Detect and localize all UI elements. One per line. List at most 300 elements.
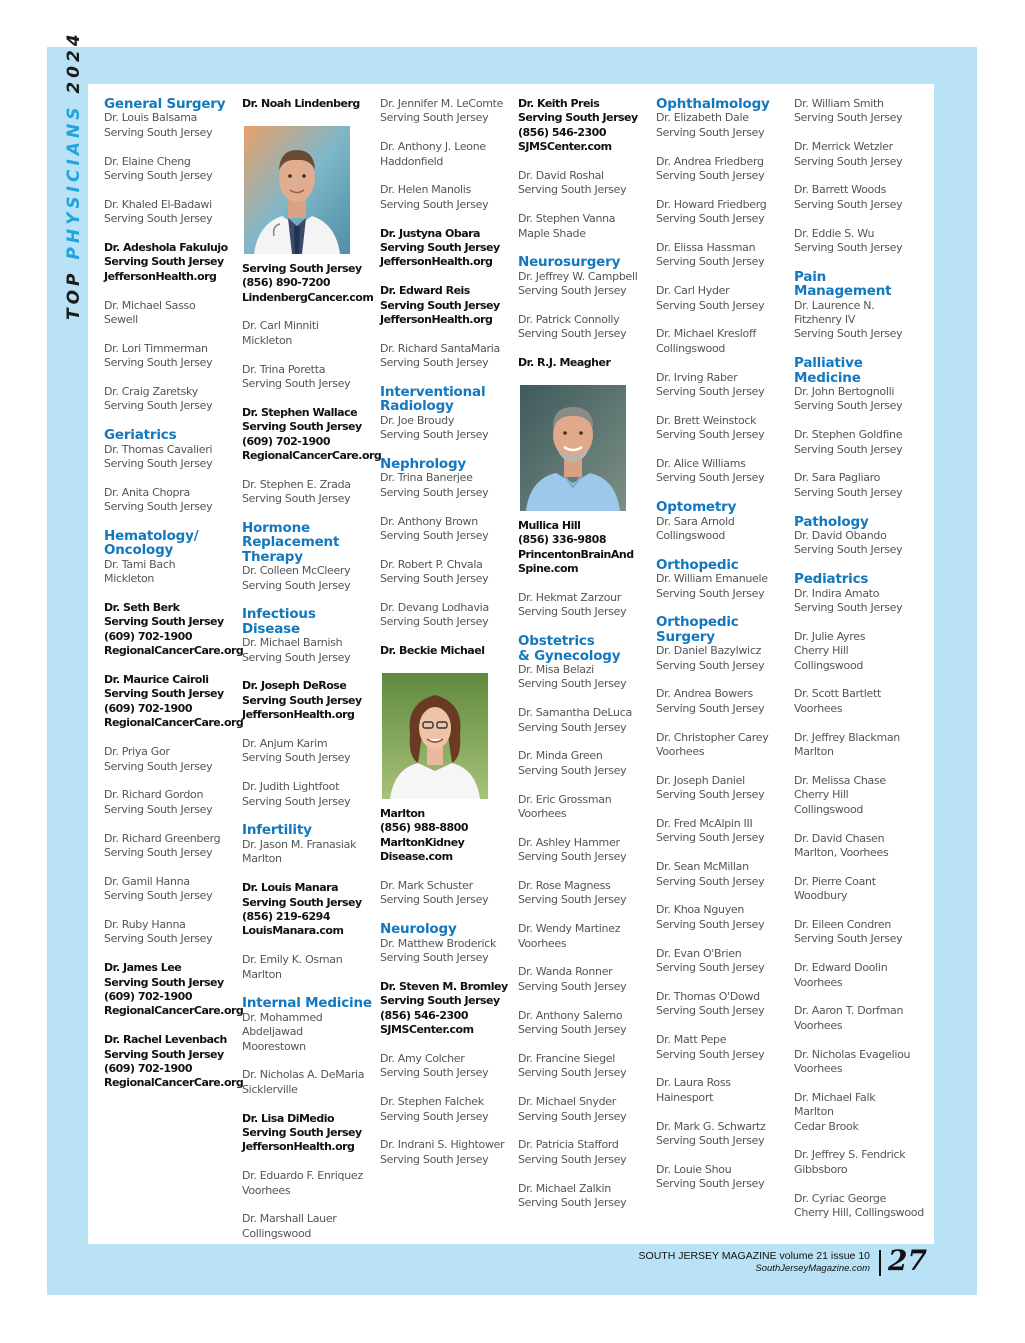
physician-detail: LouisManara.com bbox=[242, 924, 344, 938]
physician-name: Dr. Jeffrey Blackman bbox=[794, 730, 900, 744]
physician-detail: Serving South Jersey bbox=[518, 1023, 627, 1037]
physician-entry bbox=[104, 558, 238, 587]
physician-entry bbox=[518, 313, 652, 342]
physician-entry bbox=[656, 198, 790, 227]
physician-entry bbox=[380, 1095, 514, 1124]
physician-detail: Serving South Jersey bbox=[656, 1133, 765, 1147]
physician-detail: Serving South Jersey bbox=[242, 377, 351, 391]
physician-detail: Cherry Hill, Collingswood bbox=[794, 1205, 924, 1219]
side-title bbox=[63, 30, 85, 320]
physician-name: Dr. Evan O'Brien bbox=[656, 946, 742, 960]
physician-detail: Serving South Jersey bbox=[518, 677, 627, 691]
physician-entry bbox=[518, 965, 652, 994]
physician-entry bbox=[104, 875, 238, 904]
featured-physician-entry bbox=[104, 601, 244, 659]
physician-name: Dr. Noah Lindenberg bbox=[242, 97, 360, 110]
specialty-heading-infertility bbox=[242, 823, 376, 837]
physician-entry bbox=[656, 817, 790, 846]
physician-name: Dr. Stephen E. Zrada bbox=[242, 477, 351, 491]
physician-detail: Serving South Jersey bbox=[794, 111, 903, 125]
specialty-heading-ophthalmology bbox=[656, 97, 790, 111]
physician-detail: (856) 219-6294 bbox=[242, 909, 330, 923]
physician-detail: Serving South Jersey bbox=[518, 111, 638, 125]
physician-entry bbox=[242, 838, 376, 867]
physician-name: Dr. Wendy Martinez bbox=[518, 922, 621, 936]
physician-entry bbox=[794, 587, 928, 616]
physician-entry bbox=[518, 706, 652, 735]
physician-name: Dr. Ruby Hanna bbox=[104, 917, 186, 931]
physician-entry bbox=[104, 299, 238, 328]
physician-entry bbox=[794, 1091, 928, 1134]
physician-detail: Voorhees bbox=[794, 701, 843, 715]
physician-detail: Serving South Jersey bbox=[380, 951, 489, 965]
physician-name: Dr. Anthony Brown bbox=[380, 514, 478, 528]
physician-name: Dr. Joseph Daniel bbox=[656, 773, 745, 787]
physician-entry bbox=[656, 1163, 790, 1192]
physician-detail: Serving South Jersey bbox=[104, 399, 213, 413]
physician-detail: Serving South Jersey bbox=[104, 500, 213, 514]
physician-detail: Sewell bbox=[104, 313, 138, 327]
physician-detail: Serving South Jersey bbox=[104, 845, 213, 859]
physician-name: Dr. Barrett Woods bbox=[794, 183, 887, 197]
physician-entry bbox=[656, 947, 790, 976]
physician-entry bbox=[656, 241, 790, 270]
physician-entry bbox=[518, 663, 652, 692]
physician-entry bbox=[518, 793, 652, 822]
physician-entry bbox=[656, 457, 790, 486]
physician-name: Dr. Trina Poretta bbox=[242, 362, 326, 376]
physician-name: Dr. Khoa Nguyen bbox=[656, 903, 745, 917]
featured-physician-entry bbox=[104, 961, 244, 1019]
physician-name: Dr. Hekmat Zarzour bbox=[518, 591, 622, 605]
physician-name: Dr. Richard Greenberg bbox=[104, 831, 221, 845]
physician-detail: Serving South Jersey bbox=[380, 111, 489, 125]
physician-name: Dr. Edward Doolin bbox=[794, 961, 888, 975]
physician-entry bbox=[518, 212, 652, 241]
physician-name: Mullica Hill bbox=[518, 519, 581, 533]
specialty-label: Oncology bbox=[104, 542, 174, 559]
physician-entry bbox=[104, 385, 238, 414]
physician-detail: Serving South Jersey bbox=[380, 485, 489, 499]
physician-detail: RegionalCancerCare.org bbox=[104, 1004, 244, 1018]
physician-detail: Woodbury bbox=[794, 889, 848, 903]
physician-detail: (609) 702-1900 bbox=[242, 434, 330, 448]
physician-detail: Cherry Hill bbox=[794, 788, 849, 802]
physician-name: Dr. Carl Minniti bbox=[242, 319, 319, 333]
physician-detail: Serving South Jersey bbox=[242, 693, 362, 707]
physician-entry bbox=[656, 1076, 790, 1105]
magazine-url: SouthJerseyMagazine.com bbox=[755, 1263, 870, 1274]
physician-name: Dr. Indrani S. Hightower bbox=[380, 1138, 505, 1152]
physician-entry bbox=[656, 774, 790, 803]
physician-detail: Serving South Jersey bbox=[380, 241, 500, 255]
specialty-label: Orthopedic bbox=[656, 556, 739, 573]
physician-name: Dr. Nicholas Evageliou bbox=[794, 1047, 911, 1061]
physician-detail: Serving South Jersey bbox=[794, 327, 903, 341]
physician-detail: (609) 702-1900 bbox=[104, 629, 192, 643]
specialty-heading-palliative-medicine bbox=[794, 356, 928, 385]
physician-detail: Serving South Jersey bbox=[104, 975, 224, 989]
physician-entry bbox=[794, 1048, 928, 1077]
physician-entry bbox=[794, 875, 928, 904]
side-title-year: 2024 bbox=[64, 30, 84, 104]
physician-photo bbox=[520, 385, 626, 511]
physician-name: Dr. William Emanuele bbox=[656, 572, 768, 586]
physician-name: Dr. Joe Broudy bbox=[380, 413, 455, 427]
physician-detail: LindenbergCancer.com bbox=[242, 290, 374, 304]
physician-detail: Serving South Jersey bbox=[104, 255, 224, 269]
physician-name: Dr. Richard Gordon bbox=[104, 788, 204, 802]
physician-detail: Marlton, Voorhees bbox=[794, 845, 889, 859]
physician-detail: JeffersonHealth.org bbox=[380, 313, 493, 327]
physician-entry bbox=[656, 731, 790, 760]
column-6 bbox=[794, 97, 928, 1235]
physician-detail: Serving South Jersey bbox=[104, 932, 213, 946]
physician-name: Dr. William Smith bbox=[794, 97, 884, 110]
physician-name: Dr. Jeffrey S. Fendrick bbox=[794, 1148, 906, 1162]
physician-detail: Serving South Jersey bbox=[104, 889, 213, 903]
physician-entry bbox=[518, 836, 652, 865]
physician-name: Dr. Laurence N. bbox=[794, 298, 875, 312]
physician-detail: Serving South Jersey bbox=[656, 701, 765, 715]
physician-entry bbox=[794, 385, 928, 414]
physician-entry bbox=[518, 1009, 652, 1038]
specialty-label: Radiology bbox=[380, 398, 454, 415]
physician-entry bbox=[518, 749, 652, 778]
physician-name: Dr. Eduardo F. Enriquez bbox=[242, 1169, 363, 1183]
physician-name: Dr. Anthony J. Leone bbox=[380, 140, 486, 154]
physician-entry bbox=[518, 1182, 652, 1211]
physician-detail: Serving South Jersey bbox=[380, 298, 500, 312]
physician-detail: Serving South Jersey bbox=[242, 650, 351, 664]
physician-detail: Serving South Jersey bbox=[380, 572, 489, 586]
physician-name: Dr. Gamil Hanna bbox=[104, 874, 190, 888]
physician-name: Dr. Louis Balsama bbox=[104, 111, 198, 125]
specialty-heading-pathology bbox=[794, 515, 928, 529]
physician-detail: Marlton bbox=[794, 745, 834, 759]
physician-detail: Serving South Jersey bbox=[104, 759, 213, 773]
physician-name: Dr. Irving Raber bbox=[656, 370, 738, 384]
physician-entry bbox=[380, 342, 514, 371]
physician-detail: Collingswood bbox=[794, 802, 864, 816]
physician-name: Dr. Andrea Bowers bbox=[656, 687, 753, 701]
physician-detail: Serving South Jersey bbox=[656, 874, 765, 888]
specialty-heading-neurosurgery bbox=[518, 255, 652, 269]
specialty-label: Internal Medicine bbox=[242, 995, 372, 1012]
physician-detail: Serving South Jersey bbox=[656, 658, 765, 672]
physician-entry bbox=[242, 636, 376, 665]
physician-name: Dr. Sean McMillan bbox=[656, 860, 749, 874]
physician-detail: Voorhees bbox=[794, 975, 843, 989]
physician-detail: Serving South Jersey bbox=[518, 1109, 627, 1123]
physician-detail: Cedar Brook bbox=[794, 1119, 859, 1133]
physician-entry bbox=[656, 1120, 790, 1149]
physician-name: Dr. Michael Snyder bbox=[518, 1095, 616, 1109]
physician-name: Dr. Eddie S. Wu bbox=[794, 226, 875, 240]
physician-detail: Serving South Jersey bbox=[242, 794, 351, 808]
physician-detail: Serving South Jersey bbox=[380, 529, 489, 543]
physician-entry bbox=[656, 572, 790, 601]
physician-entry bbox=[242, 319, 376, 348]
physician-entry bbox=[794, 428, 928, 457]
physician-name: Dr. Justyna Obara bbox=[380, 226, 480, 240]
physician-name: Dr. Indira Amato bbox=[794, 586, 880, 600]
physician-detail: MarltonKidney bbox=[380, 835, 465, 849]
physician-entry bbox=[380, 183, 514, 212]
physician-name: Dr. Stephen Falchek bbox=[380, 1095, 484, 1109]
physician-name: Dr. Elissa Hassman bbox=[656, 241, 756, 255]
featured-physician-entry bbox=[104, 1033, 244, 1091]
physician-entry bbox=[656, 644, 790, 673]
physician-entry bbox=[380, 879, 514, 908]
physician-entry bbox=[380, 97, 514, 126]
physician-name: Dr. James Lee bbox=[104, 961, 182, 975]
physician-name: Dr. Howard Friedberg bbox=[656, 197, 767, 211]
physician-name: Dr. Michael Zalkin bbox=[518, 1181, 611, 1195]
physician-detail: Serving South Jersey bbox=[104, 356, 213, 370]
specialty-label: Hormone bbox=[242, 520, 310, 537]
physician-entry bbox=[104, 486, 238, 515]
specialty-label: Geriatrics bbox=[104, 427, 177, 444]
physician-detail: JeffersonHealth.org bbox=[380, 255, 493, 269]
physician-entry bbox=[794, 961, 928, 990]
physician-detail: Fitzhenry IV bbox=[794, 313, 856, 327]
physician-name: Dr. Daniel Bazylwicz bbox=[656, 644, 762, 658]
specialty-heading-pediatrics bbox=[794, 572, 928, 586]
specialty-heading-nephrology bbox=[380, 457, 514, 471]
physician-detail: Serving South Jersey bbox=[380, 1109, 489, 1123]
physician-detail: Sicklerville bbox=[242, 1082, 298, 1096]
physician-name: Dr. Elizabeth Dale bbox=[656, 111, 749, 125]
featured-physician-entry bbox=[104, 673, 244, 731]
physician-photo bbox=[382, 673, 488, 799]
physician-entry bbox=[794, 1148, 928, 1177]
physician-detail: Serving South Jersey bbox=[380, 356, 489, 370]
physician-detail: Serving South Jersey bbox=[380, 428, 489, 442]
physician-detail: Serving South Jersey bbox=[518, 1195, 627, 1209]
physician-detail: Mickleton bbox=[242, 333, 293, 347]
physician-detail: Serving South Jersey bbox=[104, 457, 213, 471]
physician-detail: Serving South Jersey bbox=[242, 751, 351, 765]
featured-physician-entry bbox=[380, 227, 514, 270]
physician-detail: Serving South Jersey bbox=[380, 994, 500, 1008]
physician-entry bbox=[656, 327, 790, 356]
physician-detail: Serving South Jersey bbox=[794, 241, 903, 255]
physician-detail: Serving South Jersey bbox=[518, 763, 627, 777]
physician-name: Dr. Craig Zaretsky bbox=[104, 385, 198, 399]
physician-detail: Serving South Jersey bbox=[242, 492, 351, 506]
physician-detail: Collingswood bbox=[794, 658, 864, 672]
specialty-label: Neurology bbox=[380, 921, 457, 938]
physician-name: Dr. Laura Ross bbox=[656, 1076, 731, 1090]
specialty-label: Surgery bbox=[656, 628, 715, 645]
specialty-heading-optometry bbox=[656, 500, 790, 514]
physician-detail: SJMSCenter.com bbox=[380, 1023, 474, 1037]
physician-entry bbox=[794, 630, 928, 673]
specialty-label: Optometry bbox=[656, 499, 737, 516]
physician-detail: PrincentonBrainAnd bbox=[518, 547, 634, 561]
physician-name: Dr. Joseph DeRose bbox=[242, 679, 347, 693]
physician-detail: Serving South Jersey bbox=[518, 327, 627, 341]
physician-detail: Serving South Jersey bbox=[518, 893, 627, 907]
physician-name: Dr. Anthony Salerno bbox=[518, 1008, 623, 1022]
physician-name: Dr. Devang Lodhavia bbox=[380, 601, 489, 615]
physician-detail: Serving South Jersey bbox=[794, 485, 903, 499]
specialty-label: Pediatrics bbox=[794, 571, 869, 588]
specialty-label: Obstetrics bbox=[518, 633, 595, 650]
physician-name: Dr. Eric Grossman bbox=[518, 792, 612, 806]
physician-name: Dr. Carl Hyder bbox=[656, 284, 730, 298]
featured-physician-entry bbox=[518, 356, 652, 370]
physician-entry bbox=[656, 155, 790, 184]
physician-name: Dr. Scott Bartlett bbox=[794, 687, 882, 701]
physician-entry bbox=[518, 1095, 652, 1124]
physician-detail: Serving South Jersey bbox=[656, 212, 765, 226]
specialty-label: Orthopedic bbox=[656, 614, 739, 631]
physician-detail: Serving South Jersey bbox=[656, 788, 765, 802]
side-title-top: TOP bbox=[64, 259, 84, 320]
specialty-label: Nephrology bbox=[380, 456, 467, 473]
physician-name: Dr. Christopher Carey bbox=[656, 730, 769, 744]
specialty-heading-general-surgery bbox=[104, 97, 238, 111]
physician-entry bbox=[794, 774, 928, 817]
physician-entry bbox=[104, 342, 238, 371]
physician-detail: Serving South Jersey bbox=[656, 169, 765, 183]
physician-detail: Serving South Jersey bbox=[656, 961, 765, 975]
physician-name: Dr. Jennifer M. LeComte bbox=[380, 97, 504, 110]
specialty-label: Palliative bbox=[794, 355, 863, 372]
physician-name: Dr. Richard SantaMaria bbox=[380, 341, 500, 355]
physician-detail: Serving South Jersey bbox=[104, 212, 213, 226]
physician-detail: Serving South Jersey bbox=[656, 586, 765, 600]
physician-name: Dr. Francine Siegel bbox=[518, 1051, 615, 1065]
physician-entry bbox=[656, 990, 790, 1019]
specialty-label: Hematology/ bbox=[104, 528, 199, 545]
physician-detail: Serving South Jersey bbox=[794, 543, 903, 557]
specialty-label: Infectious bbox=[242, 606, 316, 623]
specialty-label: Infertility bbox=[242, 822, 312, 839]
physician-entry bbox=[380, 515, 514, 544]
physician-name: Dr. Rose Magness bbox=[518, 879, 611, 893]
physician-detail: Maple Shade bbox=[518, 226, 586, 240]
physician-entry bbox=[656, 687, 790, 716]
physician-detail: Serving South Jersey bbox=[656, 1177, 765, 1191]
physician-name: Dr. Priya Gor bbox=[104, 745, 170, 759]
specialty-heading-interventional-radiology bbox=[380, 385, 514, 414]
physician-entry bbox=[104, 111, 238, 140]
physician-entry bbox=[104, 155, 238, 184]
physician-entry bbox=[794, 140, 928, 169]
physician-detail: Serving South Jersey bbox=[242, 578, 351, 592]
physician-detail: Serving South Jersey bbox=[104, 615, 224, 629]
physician-name: Dr. Robert P. Chvala bbox=[380, 557, 483, 571]
physician-detail: (609) 702-1900 bbox=[104, 701, 192, 715]
physician-entry bbox=[656, 414, 790, 443]
physician-detail: JeffersonHealth.org bbox=[104, 269, 217, 283]
physician-detail: Gibbsboro bbox=[794, 1162, 848, 1176]
physician-detail: Serving South Jersey bbox=[104, 802, 213, 816]
physician-entry bbox=[380, 414, 514, 443]
specialty-heading-obstetrics-gynecology bbox=[518, 634, 652, 663]
physician-name: Dr. David Obando bbox=[794, 529, 887, 543]
physician-name: Dr. Anjum Karim bbox=[242, 737, 328, 751]
specialty-label: Ophthalmology bbox=[656, 96, 770, 112]
physician-detail: Serving South Jersey bbox=[104, 687, 224, 701]
physician-detail: Voorhees bbox=[656, 745, 705, 759]
specialty-label: Neurosurgery bbox=[518, 254, 621, 271]
specialty-heading-orthopedic bbox=[656, 558, 790, 572]
physician-detail: RegionalCancerCare.org bbox=[104, 716, 244, 730]
physician-detail: RegionalCancerCare.org bbox=[242, 449, 382, 463]
physician-entry bbox=[794, 183, 928, 212]
physician-detail: Serving South Jersey bbox=[656, 255, 765, 269]
physician-name: Dr. Emily K. Osman bbox=[242, 953, 343, 967]
physician-detail: Serving South Jersey bbox=[104, 169, 213, 183]
physician-name: Dr. Khaled El-Badawi bbox=[104, 197, 212, 211]
page-number: 27 bbox=[888, 1244, 927, 1277]
featured-physician-entry bbox=[242, 405, 382, 464]
physician-name: Dr. Sara Arnold bbox=[656, 514, 735, 528]
physician-detail: (609) 702-1900 bbox=[104, 989, 192, 1003]
physician-detail: Collingswood bbox=[656, 529, 726, 543]
physician-detail: Serving South Jersey bbox=[380, 615, 489, 629]
physician-entry bbox=[656, 111, 790, 140]
physician-detail: Serving South Jersey bbox=[380, 197, 489, 211]
featured-physician-entry bbox=[380, 284, 514, 327]
physician-detail: Serving South Jersey bbox=[656, 917, 765, 931]
physician-detail: Voorhees bbox=[794, 1061, 843, 1075]
physician-name: Dr. Mohammed bbox=[242, 1010, 323, 1024]
physician-name: Dr. David Chasen bbox=[794, 831, 885, 845]
physician-detail: RegionalCancerCare.org bbox=[104, 1076, 244, 1090]
physician-detail: Voorhees bbox=[794, 1018, 843, 1032]
specialty-heading-pain-management bbox=[794, 270, 928, 299]
specialty-label: Interventional bbox=[380, 384, 486, 401]
physician-detail: Spine.com bbox=[518, 562, 579, 576]
physician-detail: Serving South Jersey bbox=[656, 1047, 765, 1061]
specialty-label: & Gynecology bbox=[518, 647, 621, 664]
physician-entry bbox=[518, 1138, 652, 1167]
physician-entry bbox=[794, 731, 928, 760]
physician-name: Dr. David Roshal bbox=[518, 169, 604, 183]
physician-detail: Serving South Jersey bbox=[656, 831, 765, 845]
physician-entry bbox=[104, 918, 238, 947]
physician-name: Dr. Marshall Lauer bbox=[242, 1212, 337, 1226]
physician-detail: Marlton bbox=[242, 967, 282, 981]
specialty-label: Medicine bbox=[794, 369, 861, 386]
physician-detail: Serving South Jersey bbox=[794, 197, 903, 211]
physician-name: Dr. Keith Preis bbox=[518, 97, 600, 110]
physician-name: Dr. Ashley Hammer bbox=[518, 835, 620, 849]
physician-entry bbox=[518, 922, 652, 951]
physician-entry bbox=[794, 918, 928, 947]
physician-name: Dr. Pierre Coant bbox=[794, 874, 876, 888]
physician-entry bbox=[380, 140, 514, 169]
physician-name: Dr. Colleen McCleery bbox=[242, 564, 351, 578]
physician-detail: Serving South Jersey bbox=[656, 385, 765, 399]
physician-entry bbox=[242, 953, 376, 982]
physician-detail: Serving South Jersey bbox=[104, 1047, 224, 1061]
physician-name: Dr. R.J. Meagher bbox=[518, 356, 611, 370]
physician-name: Dr. Eileen Condren bbox=[794, 917, 892, 931]
physician-entry bbox=[794, 97, 928, 126]
physician-detail: Moorestown bbox=[242, 1039, 306, 1053]
specialty-label: Pathology bbox=[794, 513, 869, 530]
physician-detail: Collingswood bbox=[242, 1226, 312, 1240]
featured-physician-entry bbox=[242, 1112, 376, 1155]
physician-name: Dr. Patrick Connolly bbox=[518, 313, 620, 327]
physician-entry bbox=[518, 169, 652, 198]
